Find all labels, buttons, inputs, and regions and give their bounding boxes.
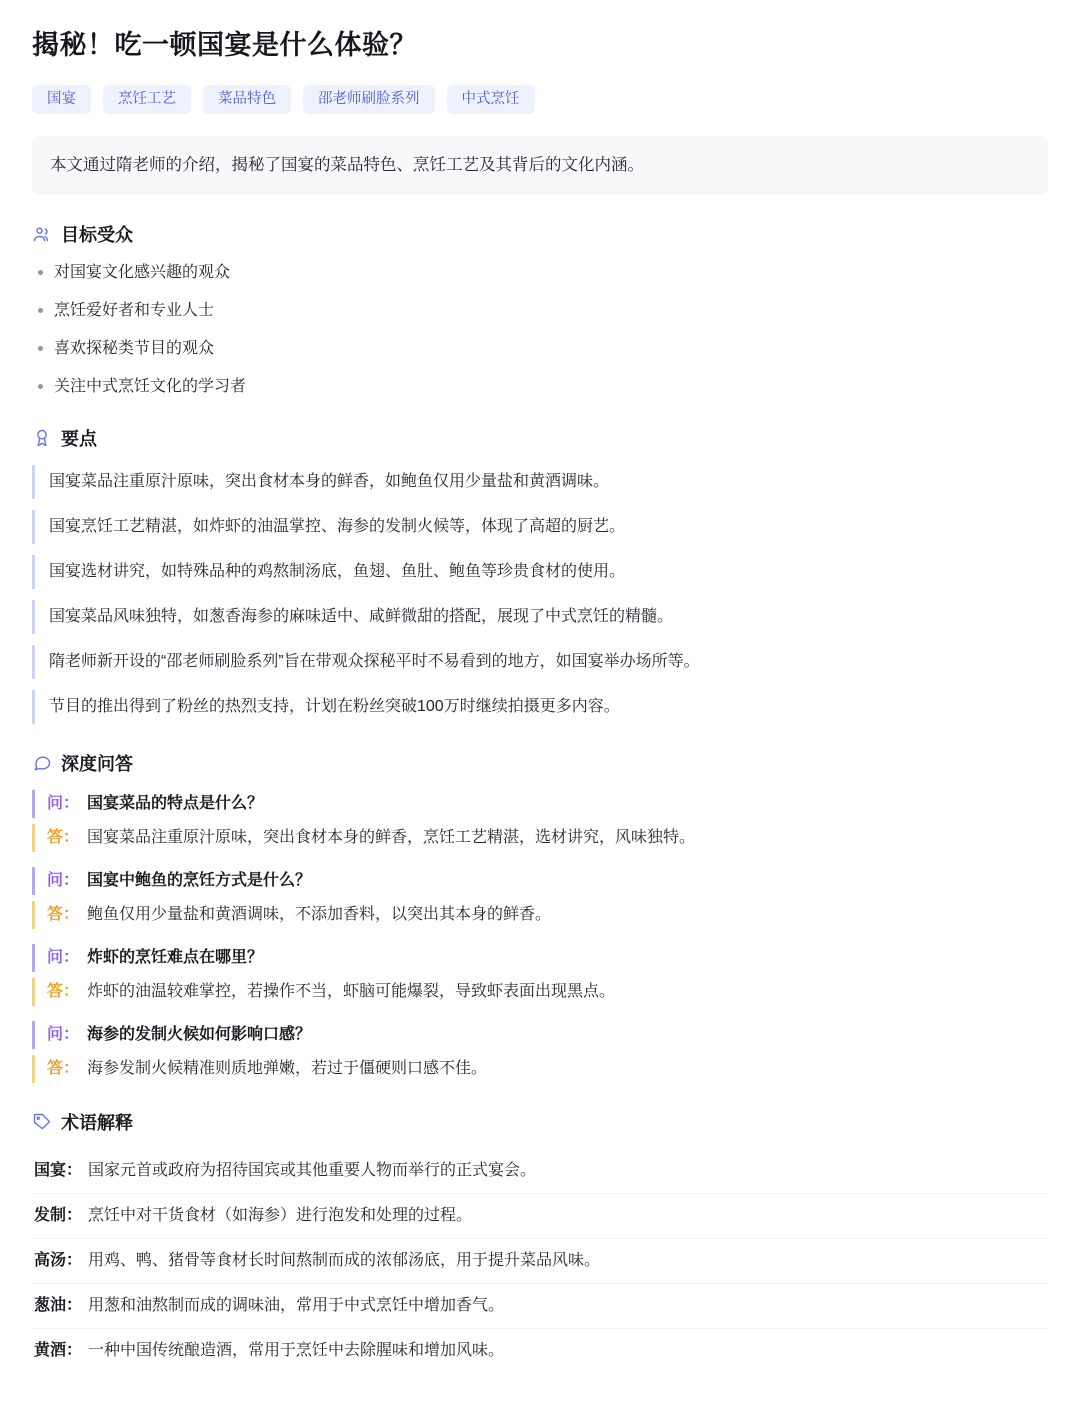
page-title: 揭秘！吃一顿国宴是什么体验？ bbox=[32, 30, 417, 60]
qa-answer bbox=[32, 978, 1048, 1006]
qa-question-text: 国宴菜品的特点是什么？ bbox=[87, 795, 264, 813]
qa-answer-label: 答： bbox=[47, 1060, 80, 1078]
qa-answer-text: 炸虾的油温较难掌控，若操作不当，虾脑可能爆裂，导致虾表面出现黑点。 bbox=[87, 983, 616, 1001]
qa-item bbox=[32, 867, 1048, 929]
audience-list bbox=[32, 261, 1048, 399]
keypoint-item: 国宴选材讲究，如特殊品种的鸡熬制汤底，鱼翅、鱼肚、鲍鱼等珍贵食材的使用。 bbox=[32, 555, 1048, 589]
glossary-term: 发制： bbox=[34, 1207, 83, 1225]
qa-item bbox=[32, 944, 1048, 1006]
keypoint-list bbox=[32, 465, 1048, 724]
qa-question bbox=[32, 867, 1048, 895]
keypoint-item: 节目的推出得到了粉丝的热烈支持，计划在粉丝突破100万时继续拍摄更多内容。 bbox=[32, 690, 1048, 724]
qa-question bbox=[32, 944, 1048, 972]
glossary-definition: 用葱和油熬制而成的调味油，常用于中式烹饪中增加香气。 bbox=[88, 1297, 505, 1315]
section-header-audience bbox=[32, 221, 1048, 247]
qa-question-label: 问： bbox=[47, 872, 80, 890]
glossary-row bbox=[32, 1239, 1048, 1284]
qa-answer bbox=[32, 1055, 1048, 1083]
section-title: 深度问答 bbox=[61, 754, 133, 775]
qa-answer-text: 海参发制火候精准则质地弹嫩，若过于僵硬则口感不佳。 bbox=[87, 1060, 488, 1078]
glossary-list bbox=[32, 1149, 1048, 1373]
tag-list bbox=[32, 85, 1048, 114]
tag-chip[interactable]: 邵老师刷脸系列 bbox=[303, 85, 435, 114]
chat-icon bbox=[32, 753, 52, 773]
qa-item bbox=[32, 790, 1048, 852]
list-item: 对国宴文化感兴趣的观众 bbox=[36, 261, 1048, 285]
section-header-qa bbox=[32, 750, 1048, 776]
glossary-definition: 用鸡、鸭、猪骨等食材长时间熬制而成的浓郁汤底，用于提升菜品风味。 bbox=[88, 1252, 601, 1270]
qa-answer-label: 答： bbox=[47, 906, 80, 924]
tag-chip[interactable]: 烹饪工艺 bbox=[103, 85, 191, 114]
glossary-row bbox=[32, 1194, 1048, 1239]
users-icon bbox=[32, 224, 52, 244]
tag-chip[interactable]: 国宴 bbox=[32, 85, 91, 114]
tag-chip[interactable]: 中式烹饪 bbox=[447, 85, 535, 114]
tag-icon bbox=[32, 1112, 52, 1132]
keypoint-item: 国宴菜品注重原汁原味，突出食材本身的鲜香，如鲍鱼仅用少量盐和黄酒调味。 bbox=[32, 465, 1048, 499]
glossary-definition: 国家元首或政府为招待国宾或其他重要人物而举行的正式宴会。 bbox=[88, 1162, 537, 1180]
keypoint-item: 隋老师新开设的“邵老师刷脸系列”旨在带观众探秘平时不易看到的地方，如国宴举办场所等。 bbox=[32, 645, 1048, 679]
glossary-row bbox=[32, 1329, 1048, 1373]
qa-question bbox=[32, 790, 1048, 818]
qa-question-text: 海参的发制火候如何影响口感？ bbox=[87, 1026, 312, 1044]
glossary-term: 国宴： bbox=[34, 1162, 83, 1180]
list-item: 烹饪爱好者和专业人士 bbox=[36, 299, 1048, 323]
qa-list bbox=[32, 790, 1048, 1083]
glossary-row bbox=[32, 1149, 1048, 1194]
qa-answer bbox=[32, 901, 1048, 929]
qa-answer-text: 国宴菜品注重原汁原味，突出食材本身的鲜香，烹饪工艺精湛，选材讲究，风味独特。 bbox=[87, 829, 696, 847]
glossary-term: 葱油： bbox=[34, 1297, 83, 1315]
qa-answer-text: 鲍鱼仅用少量盐和黄酒调味，不添加香料，以突出其本身的鲜香。 bbox=[87, 906, 552, 924]
section-title: 术语解释 bbox=[61, 1113, 133, 1134]
qa-question-label: 问： bbox=[47, 949, 80, 967]
qa-question-text: 国宴中鲍鱼的烹饪方式是什么？ bbox=[87, 872, 312, 890]
qa-item bbox=[32, 1021, 1048, 1083]
tag-chip[interactable]: 菜品特色 bbox=[203, 85, 291, 114]
qa-question-label: 问： bbox=[47, 1026, 80, 1044]
award-icon bbox=[32, 428, 52, 448]
section-title: 目标受众 bbox=[61, 225, 133, 246]
section-header-glossary bbox=[32, 1109, 1048, 1135]
summary-box: 本文通过隋老师的介绍，揭秘了国宴的菜品特色、烹饪工艺及其背后的文化内涵。 bbox=[32, 136, 1048, 196]
qa-question-text: 炸虾的烹饪难点在哪里？ bbox=[87, 949, 264, 967]
section-title: 要点 bbox=[61, 429, 97, 450]
qa-answer bbox=[32, 824, 1048, 852]
list-item: 关注中式烹饪文化的学习者 bbox=[36, 375, 1048, 399]
glossary-row bbox=[32, 1284, 1048, 1329]
glossary-definition: 一种中国传统酿造酒，常用于烹饪中去除腥味和增加风味。 bbox=[88, 1342, 505, 1360]
qa-answer-label: 答： bbox=[47, 983, 80, 1001]
glossary-definition: 烹饪中对干货食材（如海参）进行泡发和处理的过程。 bbox=[88, 1207, 473, 1225]
list-item: 喜欢探秘类节目的观众 bbox=[36, 337, 1048, 361]
keypoint-item: 国宴烹饪工艺精湛，如炸虾的油温掌控、海参的发制火候等，体现了高超的厨艺。 bbox=[32, 510, 1048, 544]
qa-question bbox=[32, 1021, 1048, 1049]
glossary-term: 黄酒： bbox=[34, 1342, 83, 1360]
glossary-term: 高汤： bbox=[34, 1252, 83, 1270]
qa-question-label: 问： bbox=[47, 795, 80, 813]
section-header-keypoints bbox=[32, 425, 1048, 451]
keypoint-item: 国宴菜品风味独特，如葱香海参的麻味适中、咸鲜微甜的搭配，展现了中式烹饪的精髓。 bbox=[32, 600, 1048, 634]
qa-answer-label: 答： bbox=[47, 829, 80, 847]
